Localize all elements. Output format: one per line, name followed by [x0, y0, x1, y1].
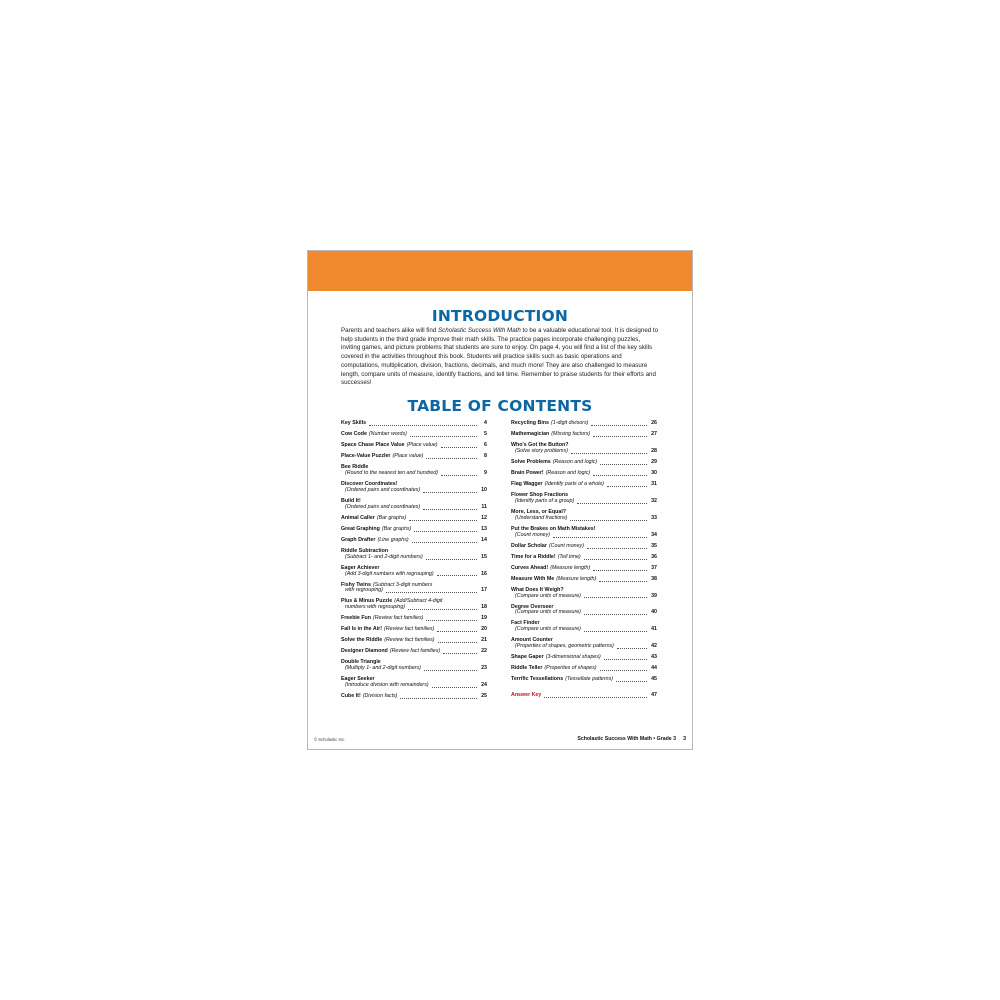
- toc-entry-page: 42: [651, 643, 657, 650]
- toc-entry: [341, 499, 487, 511]
- toc-entry-line: [511, 544, 657, 550]
- toc-entry-line: [341, 649, 487, 655]
- toc-entry-page: 5: [484, 431, 487, 437]
- toc-entry: [511, 443, 657, 455]
- toc-entry-subtitle: (Compare units of measure): [515, 609, 581, 616]
- toc-entry-line: [511, 421, 657, 427]
- toc-entry-page: 30: [651, 469, 657, 476]
- toc-entry: [341, 538, 487, 544]
- toc-entry-line: [341, 638, 487, 644]
- dot-leader: [604, 659, 647, 660]
- toc-entry-title: Cube It!: [341, 693, 361, 700]
- toc-entry-title: Dollar Scholar: [511, 542, 547, 549]
- toc-entry-subtitle: (Introduce division with remainders): [345, 682, 429, 689]
- toc-entry: [341, 649, 487, 655]
- toc-entry-title: Double Triangle: [341, 659, 381, 666]
- toc-entry-line: [511, 666, 657, 672]
- dot-leader: [441, 447, 477, 448]
- toc-entry: [511, 655, 657, 661]
- toc-entry-page: 41: [651, 626, 657, 633]
- toc-entry-subtitle: with regrouping): [345, 587, 383, 594]
- toc-entry-page: 19: [481, 615, 487, 622]
- toc-entry-page: 40: [651, 609, 657, 616]
- introduction-heading: INTRODUCTION: [431, 307, 569, 325]
- toc-entry-line: [341, 432, 487, 438]
- toc-entry-subtitle: (Subtract 1- and 2-digit numbers): [345, 553, 423, 560]
- dot-leader: [584, 559, 647, 560]
- toc-entry-description: (Measure length): [550, 564, 591, 571]
- toc-entry: [511, 510, 657, 522]
- toc-entry-title: Place-Value Puzzler: [341, 453, 391, 459]
- toc-entry: [511, 638, 657, 650]
- toc-entry: [341, 527, 487, 533]
- toc-entry-subtitle: (Understand fractions): [515, 514, 568, 521]
- toc-entry-description: (Bar graphs): [381, 525, 412, 532]
- toc-entry-title: Put the Brakes on Math Mistakes!: [511, 525, 596, 532]
- toc-entry-page: 6: [484, 442, 487, 448]
- toc-entry-subline: [341, 555, 487, 561]
- toc-entry-title: Recycling Bins: [511, 420, 549, 426]
- toc-entry-title: Answer Key: [511, 692, 542, 699]
- toc-entry-page: 44: [651, 665, 657, 672]
- toc-entry-subline: [341, 471, 487, 477]
- dot-leader: [599, 581, 647, 582]
- toc-entry-title: Bee Riddle: [341, 464, 369, 470]
- toc-entry-title: More, Less, or Equal?: [511, 508, 567, 515]
- dot-leader: [600, 464, 647, 465]
- toc-entry: [511, 460, 657, 466]
- toc-entry: [341, 583, 487, 595]
- toc-entry-page: 43: [651, 654, 657, 661]
- toc-entry-title: Eager Achiever: [341, 564, 380, 571]
- toc-entry-page: 10: [481, 486, 487, 493]
- toc-entry-line: [341, 527, 487, 533]
- toc-entry: [341, 443, 487, 449]
- toc-entry-page: 27: [651, 431, 657, 437]
- toc-entry-page: 36: [651, 553, 657, 560]
- toc-entry-title: Flag Wagger: [511, 480, 543, 487]
- toc-entry-page: 28: [651, 447, 657, 454]
- toc-entry-title: Who's Got the Button?: [511, 442, 569, 448]
- toc-entry-title: Freebie Fun: [341, 615, 372, 622]
- toc-entry-line: [341, 627, 487, 633]
- toc-entry: [341, 421, 487, 427]
- toc-entry-page: 12: [481, 514, 487, 521]
- toc-entry-subline: [341, 588, 487, 594]
- toc-entry-title: Fishy Twins: [341, 581, 371, 588]
- toc-entry-description: (3-dimensional shapes): [545, 654, 601, 661]
- toc-entry-title: Solve the Riddle: [341, 637, 383, 644]
- toc-entry-page: 21: [481, 637, 487, 644]
- toc-entry-description: (Review fact families): [373, 615, 424, 622]
- dot-leader: [571, 453, 647, 454]
- toc-entry-page: 47: [651, 692, 657, 699]
- toc-entry-subtitle: (Multiply 1- and 2-digit numbers): [345, 665, 421, 672]
- dot-leader: [607, 486, 647, 487]
- toc-entry: [341, 454, 487, 460]
- toc-entry: [511, 471, 657, 477]
- introduction-paragraph: [341, 327, 661, 388]
- toc-entry-description: (Identify parts of a whole): [544, 480, 605, 487]
- dot-leader: [544, 697, 647, 698]
- toc-entry-description: (Division facts): [362, 693, 398, 700]
- toc-entry: [511, 493, 657, 505]
- toc-entry-subline: [511, 644, 657, 650]
- toc-entry: [341, 465, 487, 477]
- toc-entry-page: 16: [481, 570, 487, 577]
- dot-leader: [426, 458, 477, 459]
- toc-entry-description: (Tessellate patterns): [565, 676, 613, 683]
- dot-leader: [408, 609, 477, 610]
- copyright-notice: © Scholastic Inc.: [314, 737, 346, 742]
- series-footer: Scholastic Success With Math • Grade 3: [577, 736, 676, 742]
- toc-entry-subline: [511, 594, 657, 600]
- dot-leader: [577, 503, 647, 504]
- toc-entry-description: (Place value): [406, 442, 438, 448]
- toc-entry-subtitle: (Ordered pairs and coordinates): [345, 486, 421, 493]
- toc-entry-line: [511, 460, 657, 466]
- toc-entry-title: Fall Is in the Air!: [341, 626, 383, 633]
- toc-entry-description: (Reason and logic): [545, 469, 591, 476]
- toc-entry-description: (Add/Subtract 4-digit: [394, 598, 443, 605]
- toc-entry-subtitle: (Compare units of measure): [515, 592, 581, 599]
- toc-entry-line: [511, 482, 657, 488]
- toc-entry: [511, 555, 657, 561]
- toc-entry-title: Terrific Tessellations: [511, 676, 564, 683]
- toc-entry-page: 31: [651, 480, 657, 487]
- dot-leader: [369, 425, 477, 426]
- dot-leader: [584, 597, 647, 598]
- page-number: 3: [683, 736, 686, 742]
- toc-entry-line: [511, 555, 657, 561]
- toc-entry-line: [341, 538, 487, 544]
- toc-entry: [511, 621, 657, 633]
- toc-entry-title: Measure With Me: [511, 575, 555, 582]
- dot-leader: [570, 520, 647, 521]
- toc-entry-description: (Properties of shapes): [544, 665, 597, 672]
- toc-entry-title: Animal Caller: [341, 514, 375, 521]
- dot-leader: [424, 670, 477, 671]
- toc-entry: [511, 666, 657, 672]
- toc-entry-title: Cow Code: [341, 431, 367, 437]
- toc-entry-title: Mathemagician: [511, 431, 550, 437]
- toc-entry-subline: [511, 449, 657, 455]
- toc-entry-title: Designer Diamond: [341, 648, 388, 655]
- toc-entry-title: Fact Finder: [511, 620, 540, 627]
- toc-entry-page: 29: [651, 458, 657, 465]
- toc-entry-page: 34: [651, 531, 657, 538]
- toc-entry-subline: [511, 627, 657, 633]
- toc-entry-subline: [341, 666, 487, 672]
- dot-leader: [593, 436, 647, 437]
- toc-entry-line: [511, 655, 657, 661]
- toc-entry: [341, 627, 487, 633]
- toc-entry-description: (1-digit divisors): [550, 420, 589, 426]
- toc-entry-title: Brain Power!: [511, 469, 544, 476]
- toc-entry-title: Riddle Teller: [511, 665, 543, 672]
- toc-entry-title: Curves Ahead!: [511, 564, 549, 571]
- document-page: [307, 250, 693, 750]
- toc-entry-title: Time for a Riddle!: [511, 553, 556, 560]
- toc-answer-key: [511, 693, 657, 699]
- toc-entry-description: (Number words): [368, 431, 407, 437]
- dot-leader: [600, 670, 647, 671]
- toc-entry-page: 13: [481, 525, 487, 532]
- toc-entry: [341, 482, 487, 494]
- dot-leader: [437, 575, 477, 576]
- toc-entry-line: [511, 577, 657, 583]
- intro-book-title: Scholastic Success With Math: [438, 327, 521, 334]
- dot-leader: [386, 592, 477, 593]
- toc-entry-subtitle: (Solve story problems): [515, 447, 568, 454]
- toc-entry-title: Shape Gaper: [511, 654, 544, 661]
- toc-entry-line: [341, 454, 487, 460]
- intro-text-start: Parents and teachers alike will find: [341, 327, 438, 334]
- toc-entry-page: 38: [651, 575, 657, 582]
- toc-entry-subtitle: (Identify parts of a group): [515, 497, 575, 504]
- toc-entry-page: 24: [481, 682, 487, 689]
- toc-entry: [341, 677, 487, 689]
- toc-entry-title: Eager Seeker: [341, 676, 375, 683]
- toc-entry-subline: [341, 605, 487, 611]
- toc-entry-subtitle: (Ordered pairs and coordinates): [345, 503, 421, 510]
- toc-entry: [511, 577, 657, 583]
- toc-entry-page: 4: [484, 420, 487, 426]
- toc-entry-description: (Reason and logic): [552, 458, 598, 465]
- table-of-contents-heading: TABLE OF CONTENTS: [407, 397, 593, 415]
- dot-leader: [400, 698, 477, 699]
- dot-leader: [617, 648, 647, 649]
- dot-leader: [412, 542, 477, 543]
- toc-entry-subline: [511, 610, 657, 616]
- toc-entry-page: 32: [651, 497, 657, 504]
- dot-leader: [553, 537, 647, 538]
- toc-entry-line: [511, 677, 657, 683]
- dot-leader: [432, 687, 477, 688]
- toc-entry: [341, 638, 487, 644]
- toc-entry-description: (Line graphs): [377, 536, 409, 543]
- toc-entry-subline: [341, 572, 487, 578]
- toc-entry-title: Key Skills: [341, 420, 367, 426]
- toc-entry-subline: [511, 533, 657, 539]
- toc-entry-subline: [511, 499, 657, 505]
- toc-entry-page: 26: [651, 420, 657, 426]
- toc-entry-subline: [341, 488, 487, 494]
- dot-leader: [409, 520, 477, 521]
- toc-entry: [511, 588, 657, 600]
- toc-entry-line: [341, 443, 487, 449]
- toc-entry-description: (Count money): [548, 542, 584, 549]
- toc-entry: [341, 432, 487, 438]
- toc-entry-subline: [511, 516, 657, 522]
- toc-entry-title: Amount Counter: [511, 637, 553, 644]
- toc-entry: [511, 482, 657, 488]
- toc-entry-line: [341, 616, 487, 622]
- toc-entry: [511, 432, 657, 438]
- toc-entry: [341, 516, 487, 522]
- toc-entry-page: 37: [651, 564, 657, 571]
- toc-entry: [341, 549, 487, 561]
- dot-leader: [587, 548, 647, 549]
- dot-leader: [616, 681, 647, 682]
- toc-entry-subtitle: (Round to the nearest ten and hundred): [345, 469, 439, 476]
- dot-leader: [441, 475, 477, 476]
- toc-entry-title: Great Graphing: [341, 525, 380, 532]
- toc-entry-title: Flower Shop Fractions: [511, 491, 569, 498]
- toc-entry-description: (Bar graphs): [376, 514, 407, 521]
- dot-leader: [584, 631, 647, 632]
- toc-entry-title: Riddle Subtraction: [341, 547, 389, 554]
- toc-entry-page: 45: [651, 676, 657, 683]
- toc-entry-page: 20: [481, 626, 487, 633]
- toc-entry-line: [341, 694, 487, 700]
- toc-entry-subline: [341, 683, 487, 689]
- toc-entry-page: 25: [481, 693, 487, 700]
- toc-entry: [341, 660, 487, 672]
- toc-entry-title: Build It!: [341, 497, 361, 504]
- toc-entry-title: Plus & Minus Puzzle: [341, 598, 393, 605]
- intro-text-rest: to be a valuable educational tool. It is designed to help students in the third grade improve their math skills. The practice pages incorporate challenging puzzles, inviting games, and picture problems that students are sure to enjoy. On page 4, you will find a list of the key skills covered in the activities throughout this book. Students will practice skills such as basic operations and computations, multiplication, division, fractions, decimals, and much more! They are also challenged to measure length, compare units of measure, identify fractions, and tell time. Remember to praise students for their efforts and successes!: [341, 327, 659, 387]
- toc-entry-line: [511, 432, 657, 438]
- toc-entry-title: Space Chase Place Value: [341, 442, 405, 448]
- toc-entry: [511, 544, 657, 550]
- toc-entry-description: (Review fact families): [384, 637, 435, 644]
- toc-entry-subtitle: (Add 3-digit numbers with regrouping): [345, 570, 434, 577]
- dot-leader: [423, 509, 477, 510]
- toc-entry: [511, 677, 657, 683]
- toc-entry-description: (Missing factors): [551, 431, 591, 437]
- toc-entry-subtitle: numbers with regrouping): [345, 604, 406, 611]
- toc-entry-subline: [341, 505, 487, 511]
- toc-entry-page: 14: [481, 536, 487, 543]
- toc-entry-title: Discover Coordinates!: [341, 480, 398, 487]
- toc-entry-subtitle: (Count money): [515, 531, 551, 538]
- toc-entry: [341, 694, 487, 700]
- toc-entry: [341, 599, 487, 611]
- toc-right-column: [511, 421, 657, 704]
- toc-entry-line: [341, 421, 487, 427]
- toc-entry-page: 39: [651, 592, 657, 599]
- dot-leader: [443, 653, 477, 654]
- toc-entry-page: 22: [481, 648, 487, 655]
- toc-entry-title: Graph Drafter: [341, 536, 376, 543]
- toc-entry-description: (Tell time): [557, 553, 581, 560]
- dot-leader: [426, 620, 477, 621]
- toc-entry: [341, 616, 487, 622]
- toc-entry-page: 23: [481, 665, 487, 672]
- dot-leader: [593, 570, 647, 571]
- toc-entry-page: 17: [481, 587, 487, 594]
- dot-leader: [426, 559, 477, 560]
- toc-entry: [341, 566, 487, 578]
- toc-entry-page: 33: [651, 514, 657, 521]
- toc-entry-description: (Measure length): [556, 575, 597, 582]
- toc-left-column: [341, 421, 487, 705]
- toc-entry-description: (Subtract 3-digit numbers: [372, 581, 433, 588]
- toc-entry: [511, 527, 657, 539]
- dot-leader: [593, 475, 647, 476]
- dot-leader: [584, 614, 647, 615]
- toc-entry-page: 15: [481, 553, 487, 560]
- toc-entry-line: [511, 566, 657, 572]
- toc-entry: [511, 605, 657, 617]
- toc-entry-page: 18: [481, 604, 487, 611]
- toc-entry-page: 11: [481, 503, 487, 510]
- toc-entry-page: 35: [651, 542, 657, 549]
- toc-entry-description: (Place value): [392, 453, 424, 459]
- dot-leader: [410, 436, 477, 437]
- toc-entry-page: 8: [484, 453, 487, 459]
- toc-entry-title: Degree Overseer: [511, 603, 554, 610]
- dot-leader: [437, 631, 477, 632]
- dot-leader: [423, 492, 477, 493]
- dot-leader: [438, 642, 477, 643]
- orange-header-banner: [308, 251, 692, 291]
- toc-entry-line: [341, 516, 487, 522]
- toc-entry-subtitle: (Compare units of measure): [515, 626, 581, 633]
- toc-entry-page: 9: [484, 469, 487, 476]
- toc-entry-description: (Review fact families): [384, 626, 435, 633]
- toc-entry-line: [511, 693, 657, 699]
- toc-entry: [511, 566, 657, 572]
- dot-leader: [414, 531, 477, 532]
- dot-leader: [591, 425, 647, 426]
- toc-entry-description: (Review fact families): [389, 648, 441, 655]
- toc-entry-line: [511, 471, 657, 477]
- toc-entry-subtitle: (Properties of shapes, geometric patterns): [515, 643, 614, 650]
- toc-entry: [511, 421, 657, 427]
- toc-entry-title: What Does It Weigh?: [511, 586, 564, 593]
- toc-entry-title: Solve Problems: [511, 458, 551, 465]
